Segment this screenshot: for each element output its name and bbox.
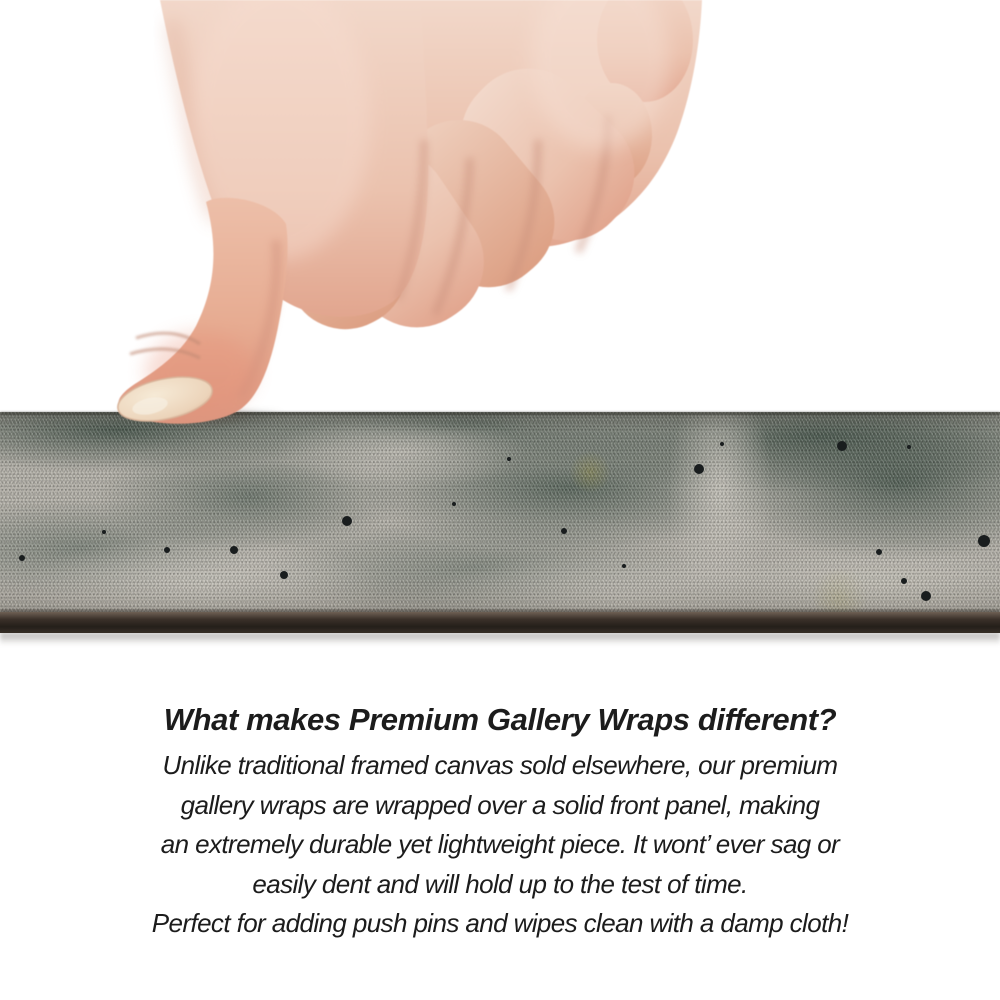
headline: What makes Premium Gallery Wraps different? <box>163 702 837 737</box>
thumb <box>114 198 288 429</box>
canvas-paint-holes <box>0 412 8 420</box>
canvas-panel-edge <box>0 612 1000 633</box>
body-line-3: an extremely durable yet lightweight piece. It wont’ ever sag or <box>160 829 840 859</box>
marketing-copy <box>0 699 1000 944</box>
body-line-2: gallery wraps are wrapped over a solid front panel, making <box>180 789 820 820</box>
canvas-strip-photo <box>0 412 1000 652</box>
palm <box>160 0 428 317</box>
hand-pressing-thumb-photo <box>80 0 720 432</box>
body-line-1: Unlike traditional framed canvas sold elsewhere, our premium <box>162 750 838 780</box>
body-line-5: Perfect for adding push pins and wipes clean with a damp cloth! <box>151 908 849 938</box>
canvas-drop-shadow <box>0 633 1000 645</box>
canvas-texture <box>0 412 1000 612</box>
body-line-4: easily dent and will hold up to the test of time. <box>252 868 748 899</box>
